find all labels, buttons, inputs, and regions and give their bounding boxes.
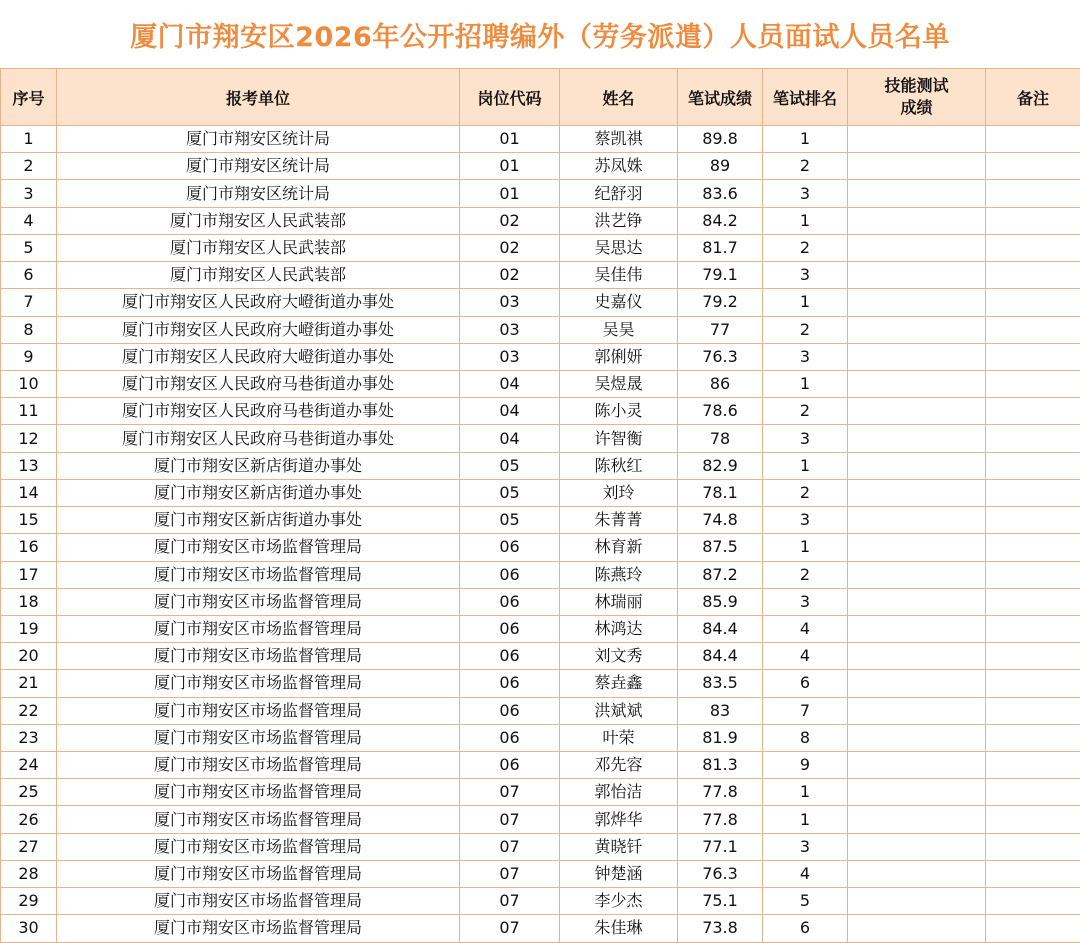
cell-skill xyxy=(848,833,986,860)
cell-unit: 厦门市翔安区市场监督管理局 xyxy=(57,888,460,915)
cell-skill xyxy=(848,289,986,316)
table-row xyxy=(1,561,1080,588)
cell-score: 83 xyxy=(678,697,763,724)
cell-rank: 3 xyxy=(763,425,848,452)
cell-rank: 3 xyxy=(763,833,848,860)
cell-seq: 11 xyxy=(1,398,57,425)
cell-score: 79.1 xyxy=(678,262,763,289)
header-unit: 报考单位 xyxy=(57,69,460,126)
page-title: 厦门市翔安区2026年公开招聘编外（劳务派遣）人员面试人员名单 xyxy=(0,0,1080,68)
cell-code: 06 xyxy=(460,643,560,670)
cell-skill xyxy=(848,507,986,534)
cell-note xyxy=(986,561,1080,588)
cell-skill xyxy=(848,262,986,289)
cell-rank: 9 xyxy=(763,752,848,779)
cell-seq: 17 xyxy=(1,561,57,588)
cell-name: 苏凤姝 xyxy=(560,153,678,180)
cell-code: 07 xyxy=(460,779,560,806)
cell-score: 83.5 xyxy=(678,670,763,697)
cell-skill xyxy=(848,425,986,452)
cell-skill xyxy=(848,207,986,234)
cell-note xyxy=(986,534,1080,561)
cell-name: 蔡垚鑫 xyxy=(560,670,678,697)
cell-score: 77 xyxy=(678,316,763,343)
cell-score: 75.1 xyxy=(678,888,763,915)
cell-unit: 厦门市翔安区新店街道办事处 xyxy=(57,507,460,534)
cell-skill xyxy=(848,615,986,642)
cell-score: 79.2 xyxy=(678,289,763,316)
cell-code: 03 xyxy=(460,316,560,343)
cell-note xyxy=(986,289,1080,316)
cell-unit: 厦门市翔安区市场监督管理局 xyxy=(57,615,460,642)
cell-score: 77.8 xyxy=(678,779,763,806)
cell-rank: 3 xyxy=(763,262,848,289)
cell-unit: 厦门市翔安区市场监督管理局 xyxy=(57,724,460,751)
cell-note xyxy=(986,234,1080,261)
cell-skill xyxy=(848,180,986,207)
header-score: 笔试成绩 xyxy=(678,69,763,126)
cell-rank: 2 xyxy=(763,153,848,180)
header-note: 备注 xyxy=(986,69,1080,126)
table-row xyxy=(1,697,1080,724)
cell-score: 87.2 xyxy=(678,561,763,588)
cell-name: 林瑞丽 xyxy=(560,588,678,615)
candidate-table xyxy=(0,68,1080,943)
cell-unit: 厦门市翔安区统计局 xyxy=(57,180,460,207)
cell-score: 81.3 xyxy=(678,752,763,779)
cell-name: 叶荣 xyxy=(560,724,678,751)
cell-seq: 8 xyxy=(1,316,57,343)
cell-rank: 2 xyxy=(763,479,848,506)
cell-seq: 13 xyxy=(1,452,57,479)
cell-note xyxy=(986,588,1080,615)
cell-unit: 厦门市翔安区统计局 xyxy=(57,126,460,153)
cell-code: 01 xyxy=(460,126,560,153)
table-row xyxy=(1,180,1080,207)
cell-score: 74.8 xyxy=(678,507,763,534)
cell-name: 刘文秀 xyxy=(560,643,678,670)
cell-skill xyxy=(848,234,986,261)
cell-code: 05 xyxy=(460,479,560,506)
cell-note xyxy=(986,153,1080,180)
cell-note xyxy=(986,752,1080,779)
cell-note xyxy=(986,316,1080,343)
cell-code: 06 xyxy=(460,670,560,697)
cell-name: 刘玲 xyxy=(560,479,678,506)
cell-code: 07 xyxy=(460,888,560,915)
cell-name: 吴思达 xyxy=(560,234,678,261)
cell-seq: 18 xyxy=(1,588,57,615)
header-skill-line1: 技能测试 xyxy=(848,75,985,97)
cell-rank: 2 xyxy=(763,234,848,261)
cell-code: 03 xyxy=(460,343,560,370)
cell-name: 林鸿达 xyxy=(560,615,678,642)
cell-name: 邓先容 xyxy=(560,752,678,779)
cell-code: 06 xyxy=(460,588,560,615)
cell-rank: 4 xyxy=(763,615,848,642)
cell-seq: 12 xyxy=(1,425,57,452)
cell-code: 06 xyxy=(460,534,560,561)
header-code: 岗位代码 xyxy=(460,69,560,126)
cell-name: 朱佳琳 xyxy=(560,915,678,942)
table-row xyxy=(1,806,1080,833)
table-row xyxy=(1,425,1080,452)
cell-rank: 3 xyxy=(763,343,848,370)
cell-code: 06 xyxy=(460,752,560,779)
cell-skill xyxy=(848,343,986,370)
cell-unit: 厦门市翔安区人民政府大嶝街道办事处 xyxy=(57,343,460,370)
cell-score: 78 xyxy=(678,425,763,452)
cell-code: 04 xyxy=(460,425,560,452)
table-row xyxy=(1,670,1080,697)
cell-code: 07 xyxy=(460,860,560,887)
cell-code: 03 xyxy=(460,289,560,316)
cell-seq: 27 xyxy=(1,833,57,860)
cell-unit: 厦门市翔安区市场监督管理局 xyxy=(57,860,460,887)
cell-rank: 1 xyxy=(763,289,848,316)
cell-skill xyxy=(848,806,986,833)
cell-name: 郭怡洁 xyxy=(560,779,678,806)
cell-skill xyxy=(848,316,986,343)
table-header xyxy=(1,69,1080,126)
cell-code: 02 xyxy=(460,234,560,261)
cell-code: 05 xyxy=(460,452,560,479)
table-row xyxy=(1,779,1080,806)
cell-note xyxy=(986,126,1080,153)
cell-code: 06 xyxy=(460,615,560,642)
cell-skill xyxy=(848,479,986,506)
cell-code: 07 xyxy=(460,806,560,833)
cell-score: 77.8 xyxy=(678,806,763,833)
table-row xyxy=(1,588,1080,615)
cell-rank: 1 xyxy=(763,126,848,153)
cell-note xyxy=(986,479,1080,506)
cell-seq: 22 xyxy=(1,697,57,724)
table-row xyxy=(1,343,1080,370)
cell-skill xyxy=(848,888,986,915)
cell-name: 吴煜晟 xyxy=(560,370,678,397)
table-row xyxy=(1,860,1080,887)
cell-score: 76.3 xyxy=(678,343,763,370)
table-row xyxy=(1,534,1080,561)
cell-unit: 厦门市翔安区市场监督管理局 xyxy=(57,752,460,779)
cell-score: 77.1 xyxy=(678,833,763,860)
cell-code: 01 xyxy=(460,180,560,207)
cell-unit: 厦门市翔安区新店街道办事处 xyxy=(57,479,460,506)
cell-rank: 3 xyxy=(763,507,848,534)
cell-skill xyxy=(848,153,986,180)
cell-name: 洪艺铮 xyxy=(560,207,678,234)
cell-unit: 厦门市翔安区人民政府马巷街道办事处 xyxy=(57,370,460,397)
cell-name: 洪斌斌 xyxy=(560,697,678,724)
cell-seq: 3 xyxy=(1,180,57,207)
cell-name: 吴昊 xyxy=(560,316,678,343)
cell-note xyxy=(986,180,1080,207)
table-row xyxy=(1,724,1080,751)
cell-skill xyxy=(848,779,986,806)
cell-seq: 23 xyxy=(1,724,57,751)
cell-unit: 厦门市翔安区统计局 xyxy=(57,153,460,180)
cell-name: 陈小灵 xyxy=(560,398,678,425)
table-row xyxy=(1,479,1080,506)
cell-unit: 厦门市翔安区市场监督管理局 xyxy=(57,806,460,833)
table-row xyxy=(1,452,1080,479)
cell-unit: 厦门市翔安区市场监督管理局 xyxy=(57,915,460,942)
cell-unit: 厦门市翔安区人民政府大嶝街道办事处 xyxy=(57,289,460,316)
cell-score: 83.6 xyxy=(678,180,763,207)
table-row xyxy=(1,915,1080,942)
cell-unit: 厦门市翔安区市场监督管理局 xyxy=(57,588,460,615)
cell-skill xyxy=(848,697,986,724)
cell-seq: 28 xyxy=(1,860,57,887)
cell-score: 87.5 xyxy=(678,534,763,561)
cell-code: 06 xyxy=(460,561,560,588)
cell-unit: 厦门市翔安区市场监督管理局 xyxy=(57,561,460,588)
cell-note xyxy=(986,207,1080,234)
cell-skill xyxy=(848,860,986,887)
cell-code: 04 xyxy=(460,398,560,425)
header-name: 姓名 xyxy=(560,69,678,126)
cell-skill xyxy=(848,724,986,751)
header-rank: 笔试排名 xyxy=(763,69,848,126)
cell-rank: 1 xyxy=(763,806,848,833)
cell-seq: 15 xyxy=(1,507,57,534)
header-skill-line2: 成绩 xyxy=(848,97,985,119)
cell-seq: 10 xyxy=(1,370,57,397)
cell-unit: 厦门市翔安区人民武装部 xyxy=(57,262,460,289)
cell-rank: 3 xyxy=(763,180,848,207)
cell-seq: 29 xyxy=(1,888,57,915)
cell-note xyxy=(986,915,1080,942)
cell-code: 06 xyxy=(460,697,560,724)
cell-unit: 厦门市翔安区市场监督管理局 xyxy=(57,643,460,670)
cell-note xyxy=(986,833,1080,860)
table-row xyxy=(1,398,1080,425)
cell-rank: 2 xyxy=(763,316,848,343)
cell-score: 84.2 xyxy=(678,207,763,234)
cell-unit: 厦门市翔安区人民政府大嶝街道办事处 xyxy=(57,316,460,343)
cell-note xyxy=(986,370,1080,397)
cell-note xyxy=(986,779,1080,806)
cell-note xyxy=(986,888,1080,915)
cell-rank: 1 xyxy=(763,534,848,561)
cell-score: 85.9 xyxy=(678,588,763,615)
cell-rank: 1 xyxy=(763,370,848,397)
table-row xyxy=(1,370,1080,397)
cell-name: 朱菁菁 xyxy=(560,507,678,534)
cell-seq: 9 xyxy=(1,343,57,370)
table-body xyxy=(1,126,1080,943)
cell-name: 史嘉仪 xyxy=(560,289,678,316)
cell-code: 06 xyxy=(460,724,560,751)
cell-score: 89 xyxy=(678,153,763,180)
table-row xyxy=(1,316,1080,343)
cell-skill xyxy=(848,452,986,479)
cell-note xyxy=(986,452,1080,479)
table-row xyxy=(1,126,1080,153)
cell-skill xyxy=(848,670,986,697)
cell-code: 02 xyxy=(460,262,560,289)
cell-seq: 24 xyxy=(1,752,57,779)
cell-code: 02 xyxy=(460,207,560,234)
cell-name: 纪舒羽 xyxy=(560,180,678,207)
cell-rank: 7 xyxy=(763,697,848,724)
cell-score: 81.9 xyxy=(678,724,763,751)
cell-score: 78.1 xyxy=(678,479,763,506)
table-row xyxy=(1,207,1080,234)
cell-note xyxy=(986,697,1080,724)
cell-skill xyxy=(848,643,986,670)
cell-note xyxy=(986,343,1080,370)
cell-skill xyxy=(848,398,986,425)
table-row xyxy=(1,888,1080,915)
header-row xyxy=(1,69,1080,126)
cell-seq: 16 xyxy=(1,534,57,561)
cell-unit: 厦门市翔安区人民武装部 xyxy=(57,207,460,234)
cell-code: 07 xyxy=(460,833,560,860)
cell-score: 78.6 xyxy=(678,398,763,425)
header-seq: 序号 xyxy=(1,69,57,126)
cell-seq: 20 xyxy=(1,643,57,670)
table-row xyxy=(1,833,1080,860)
cell-note xyxy=(986,507,1080,534)
cell-score: 81.7 xyxy=(678,234,763,261)
cell-note xyxy=(986,262,1080,289)
cell-name: 许智衡 xyxy=(560,425,678,452)
table-row xyxy=(1,507,1080,534)
cell-score: 84.4 xyxy=(678,643,763,670)
table-row xyxy=(1,234,1080,261)
table-row xyxy=(1,153,1080,180)
cell-code: 05 xyxy=(460,507,560,534)
cell-name: 吴佳伟 xyxy=(560,262,678,289)
cell-rank: 3 xyxy=(763,588,848,615)
cell-seq: 2 xyxy=(1,153,57,180)
cell-seq: 5 xyxy=(1,234,57,261)
header-skill xyxy=(848,69,986,126)
cell-rank: 2 xyxy=(763,398,848,425)
cell-name: 蔡凯祺 xyxy=(560,126,678,153)
cell-name: 黄晓钎 xyxy=(560,833,678,860)
cell-rank: 2 xyxy=(763,561,848,588)
cell-rank: 5 xyxy=(763,888,848,915)
cell-skill xyxy=(848,534,986,561)
cell-skill xyxy=(848,588,986,615)
cell-skill xyxy=(848,752,986,779)
cell-unit: 厦门市翔安区市场监督管理局 xyxy=(57,779,460,806)
cell-unit: 厦门市翔安区市场监督管理局 xyxy=(57,833,460,860)
cell-seq: 14 xyxy=(1,479,57,506)
table-row xyxy=(1,289,1080,316)
cell-seq: 6 xyxy=(1,262,57,289)
cell-unit: 厦门市翔安区市场监督管理局 xyxy=(57,670,460,697)
cell-unit: 厦门市翔安区市场监督管理局 xyxy=(57,534,460,561)
cell-name: 林育新 xyxy=(560,534,678,561)
cell-name: 钟楚涵 xyxy=(560,860,678,887)
cell-note xyxy=(986,806,1080,833)
cell-score: 76.3 xyxy=(678,860,763,887)
cell-score: 84.4 xyxy=(678,615,763,642)
table-row xyxy=(1,262,1080,289)
cell-skill xyxy=(848,915,986,942)
cell-seq: 4 xyxy=(1,207,57,234)
cell-unit: 厦门市翔安区新店街道办事处 xyxy=(57,452,460,479)
cell-name: 陈秋红 xyxy=(560,452,678,479)
cell-rank: 4 xyxy=(763,860,848,887)
cell-seq: 7 xyxy=(1,289,57,316)
cell-score: 89.8 xyxy=(678,126,763,153)
cell-name: 郭俐妍 xyxy=(560,343,678,370)
cell-unit: 厦门市翔安区人民武装部 xyxy=(57,234,460,261)
cell-score: 82.9 xyxy=(678,452,763,479)
cell-note xyxy=(986,643,1080,670)
table-row xyxy=(1,643,1080,670)
cell-code: 07 xyxy=(460,915,560,942)
cell-name: 郭烨华 xyxy=(560,806,678,833)
cell-name: 陈燕玲 xyxy=(560,561,678,588)
cell-rank: 6 xyxy=(763,670,848,697)
cell-note xyxy=(986,860,1080,887)
cell-note xyxy=(986,724,1080,751)
cell-score: 73.8 xyxy=(678,915,763,942)
cell-rank: 6 xyxy=(763,915,848,942)
cell-rank: 1 xyxy=(763,779,848,806)
cell-seq: 25 xyxy=(1,779,57,806)
cell-unit: 厦门市翔安区市场监督管理局 xyxy=(57,697,460,724)
cell-seq: 21 xyxy=(1,670,57,697)
cell-seq: 30 xyxy=(1,915,57,942)
cell-seq: 19 xyxy=(1,615,57,642)
cell-skill xyxy=(848,561,986,588)
cell-name: 李少杰 xyxy=(560,888,678,915)
cell-code: 04 xyxy=(460,370,560,397)
cell-rank: 8 xyxy=(763,724,848,751)
table-row xyxy=(1,752,1080,779)
cell-note xyxy=(986,615,1080,642)
cell-note xyxy=(986,425,1080,452)
cell-unit: 厦门市翔安区人民政府马巷街道办事处 xyxy=(57,425,460,452)
cell-skill xyxy=(848,370,986,397)
cell-note xyxy=(986,670,1080,697)
cell-rank: 4 xyxy=(763,643,848,670)
cell-note xyxy=(986,398,1080,425)
cell-code: 01 xyxy=(460,153,560,180)
cell-unit: 厦门市翔安区人民政府马巷街道办事处 xyxy=(57,398,460,425)
cell-seq: 1 xyxy=(1,126,57,153)
cell-rank: 1 xyxy=(763,207,848,234)
cell-score: 86 xyxy=(678,370,763,397)
table-row xyxy=(1,615,1080,642)
cell-skill xyxy=(848,126,986,153)
cell-seq: 26 xyxy=(1,806,57,833)
cell-rank: 1 xyxy=(763,452,848,479)
